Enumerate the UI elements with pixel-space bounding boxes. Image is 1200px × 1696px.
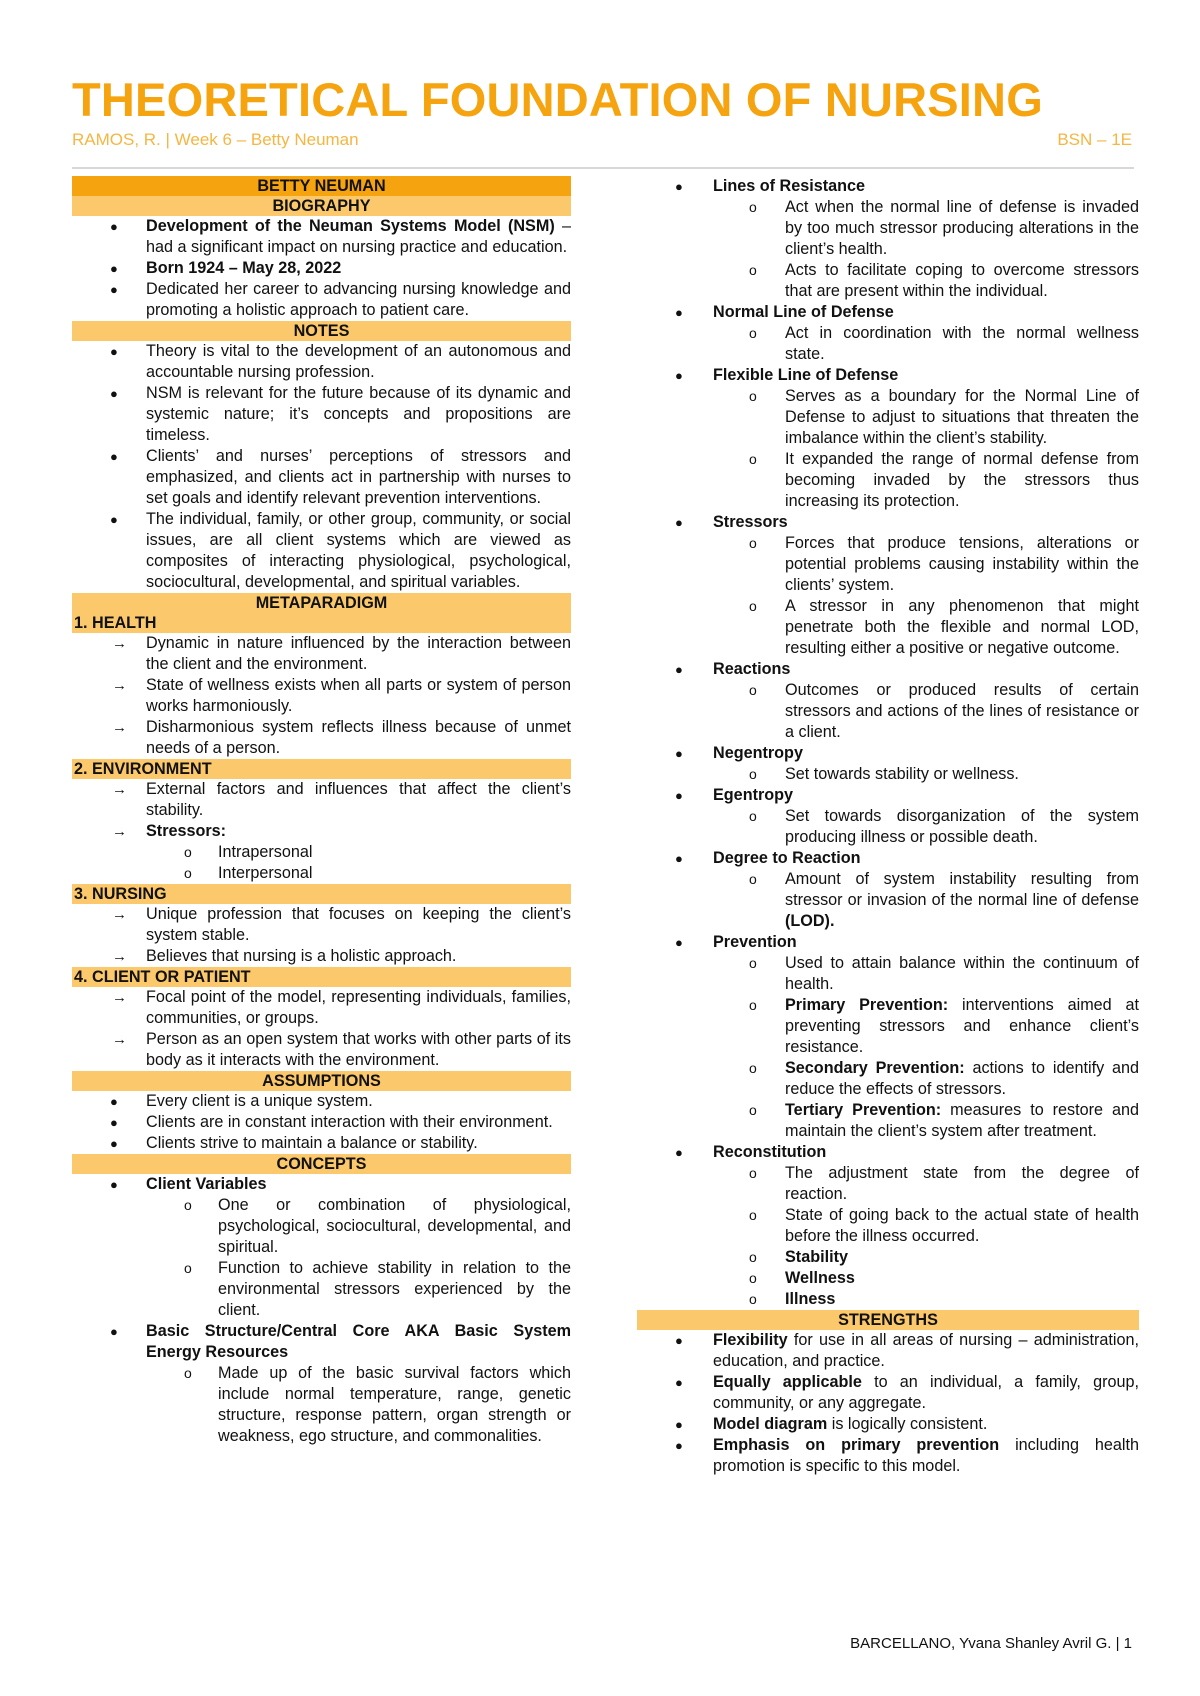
- bullet-icon: ●: [110, 449, 118, 464]
- list-item: o Stability: [749, 1248, 848, 1266]
- list-item: → Dynamic in nature influenced by the interaction between the client and the environment.: [112, 634, 571, 673]
- list-item: o Interpersonal: [184, 864, 313, 882]
- bullet-icon: ●: [675, 1375, 683, 1390]
- list-item: → Disharmonious system reflects illness because of unmet needs of a person.: [112, 718, 571, 757]
- page-footer: BARCELLANO, Yvana Shanley Avril G. | 1: [850, 1635, 1132, 1652]
- list-item: ● Prevention: [675, 933, 797, 951]
- circle-bullet-icon: o: [749, 766, 757, 782]
- list-item: o Function to achieve stability in relation to the environmental stressors experienced by the client.: [184, 1259, 571, 1319]
- bullet-icon: ●: [675, 1417, 683, 1432]
- list-item: → Believes that nursing is a holistic approach.: [112, 947, 457, 965]
- list-item: o Act in coordination with the normal wellness state.: [749, 324, 1139, 363]
- arrow-icon: →: [112, 906, 127, 923]
- list-item: → Unique profession that focuses on keeping the client’s system stable.: [112, 905, 571, 944]
- circle-bullet-icon: o: [749, 388, 757, 404]
- list-item: ● Theory is vital to the development of an autonomous and accountable nursing profession.: [110, 342, 571, 381]
- list-item: o Act when the normal line of defense is invaded by too much stressor producing alterations in the client’s health.: [749, 198, 1139, 258]
- list-item: ● Clients’ and nurses’ perceptions of stressors and emphasized, and clients act in partnership with nurses to set goals and identify relevant prevention interventions.: [110, 447, 571, 507]
- bullet-icon: ●: [110, 386, 118, 401]
- list-item: ● Every client is a unique system.: [110, 1092, 373, 1110]
- arrow-icon: →: [112, 781, 127, 798]
- right-column: [637, 176, 1139, 1477]
- list-item: o Set towards disorganization of the system producing illness or possible death.: [749, 807, 1139, 846]
- bullet-icon: ●: [675, 1438, 683, 1453]
- circle-bullet-icon: o: [749, 955, 757, 971]
- bullet-icon: ●: [110, 282, 118, 297]
- list-item: ● Equally applicable to an individual, a family, group, community, or any aggregate.: [675, 1373, 1139, 1412]
- document-section-code: BSN – 1E: [1057, 130, 1132, 149]
- circle-bullet-icon: o: [749, 1291, 757, 1307]
- arrow-icon: →: [112, 823, 127, 840]
- list-item: ● Negentropy: [675, 744, 803, 762]
- list-item: o Wellness: [749, 1269, 855, 1287]
- heading-strengths: STRENGTHS: [637, 1310, 1139, 1330]
- circle-bullet-icon: o: [749, 1165, 757, 1181]
- circle-bullet-icon: o: [184, 844, 192, 860]
- arrow-icon: →: [112, 989, 127, 1006]
- list-item: ● Flexibility for use in all areas of nursing – administration, education, and practice.: [675, 1331, 1139, 1370]
- bullet-icon: ●: [675, 662, 683, 677]
- circle-bullet-icon: o: [749, 1270, 757, 1286]
- bullet-icon: ●: [675, 788, 683, 803]
- list-item: o It expanded the range of normal defense from becoming invaded by the stressors thus increasing its protection.: [749, 450, 1139, 510]
- list-item: o Intrapersonal: [184, 843, 313, 861]
- arrow-icon: →: [112, 719, 127, 736]
- circle-bullet-icon: o: [749, 325, 757, 341]
- list-item: ● Client Variables: [110, 1175, 267, 1193]
- list-item: ● Egentropy: [675, 786, 794, 804]
- list-item: ● Born 1924 – May 28, 2022: [110, 259, 342, 277]
- heading-betty-neuman: BETTY NEUMAN: [72, 176, 571, 196]
- list-item: o One or combination of physiological, psychological, sociocultural, developmental, and spiritual.: [184, 1196, 571, 1256]
- heading-biography: BIOGRAPHY: [72, 196, 571, 216]
- bullet-icon: ●: [110, 219, 118, 234]
- circle-bullet-icon: o: [749, 1102, 757, 1118]
- circle-bullet-icon: o: [749, 808, 757, 824]
- list-item: ● Degree to Reaction: [675, 849, 861, 867]
- circle-bullet-icon: o: [749, 535, 757, 551]
- bullet-icon: ●: [110, 512, 118, 527]
- list-item: ● Clients strive to maintain a balance or stability.: [110, 1134, 478, 1152]
- bullet-icon: ●: [675, 746, 683, 761]
- bullet-icon: ●: [675, 1145, 683, 1160]
- bullet-icon: ●: [110, 344, 118, 359]
- circle-bullet-icon: o: [749, 682, 757, 698]
- circle-bullet-icon: o: [749, 199, 757, 215]
- heading-concepts: CONCEPTS: [72, 1154, 571, 1174]
- list-item: → Focal point of the model, representing individuals, families, communities, or groups.: [112, 988, 571, 1027]
- section-nursing: 3. NURSING: [72, 884, 571, 904]
- left-column: [72, 176, 571, 1447]
- list-item: o Forces that produce tensions, alterations or potential problems causing instability within the clients’ system.: [749, 534, 1139, 594]
- circle-bullet-icon: o: [749, 997, 757, 1013]
- list-item: ● Model diagram is logically consistent.: [675, 1415, 988, 1433]
- bullet-icon: ●: [110, 1115, 118, 1130]
- list-item: o Made up of the basic survival factors which include normal temperature, range, genetic structure, response pattern, organ strength or weakness, ego structure, and commonalities.: [184, 1364, 571, 1445]
- heading-notes: NOTES: [72, 321, 571, 341]
- bullet-icon: ●: [110, 1094, 118, 1109]
- circle-bullet-icon: o: [749, 598, 757, 614]
- list-item: → External factors and influences that affect the client’s stability.: [112, 780, 571, 819]
- list-item: o Acts to facilitate coping to overcome stressors that are present within the individual.: [749, 261, 1139, 300]
- list-item: o Outcomes or produced results of certain stressors and actions of the lines of resistance or a client.: [749, 681, 1139, 741]
- circle-bullet-icon: o: [749, 1249, 757, 1265]
- bullet-icon: ●: [675, 368, 683, 383]
- section-environment: 2. ENVIRONMENT: [72, 759, 571, 779]
- list-item: o Set towards stability or wellness.: [749, 765, 1019, 783]
- bullet-icon: ●: [110, 1136, 118, 1151]
- list-item: ● Emphasis on primary prevention including health promotion is specific to this model.: [675, 1436, 1140, 1475]
- arrow-icon: →: [112, 1031, 127, 1048]
- bullet-icon: ●: [675, 305, 683, 320]
- header-divider: [72, 167, 1134, 169]
- list-item: → Stressors:: [112, 822, 227, 840]
- list-item: o Primary Prevention: interventions aimed at preventing stressors and enhance client’s resistance.: [749, 996, 1139, 1056]
- bullet-icon: ●: [110, 1324, 118, 1339]
- list-item: o Tertiary Prevention: measures to restore and maintain the client’s system after treatment.: [749, 1101, 1140, 1140]
- circle-bullet-icon: o: [749, 262, 757, 278]
- circle-bullet-icon: o: [749, 1207, 757, 1223]
- list-item: ● Basic Structure/Central Core AKA Basic System Energy Resources: [110, 1322, 571, 1361]
- list-item: ● Lines of Resistance: [675, 177, 866, 195]
- document-title: THEORETICAL FOUNDATION OF NURSING: [72, 73, 1043, 126]
- bullet-icon: ●: [110, 261, 118, 276]
- list-item: o A stressor in any phenomenon that might penetrate both the flexible and normal LOD, resulting either a positive or negative outcome.: [749, 597, 1139, 657]
- circle-bullet-icon: o: [184, 1260, 192, 1276]
- bullet-icon: ●: [675, 515, 683, 530]
- arrow-icon: →: [112, 948, 127, 965]
- bullet-icon: ●: [675, 179, 683, 194]
- list-item: o The adjustment state from the degree of reaction.: [749, 1164, 1139, 1203]
- heading-assumptions: ASSUMPTIONS: [72, 1071, 571, 1091]
- document-subtitle: RAMOS, R. | Week 6 – Betty Neuman: [72, 130, 359, 149]
- section-health: 1. HEALTH: [72, 613, 571, 633]
- list-item: o Used to attain balance within the continuum of health.: [749, 954, 1139, 993]
- section-client: 4. CLIENT OR PATIENT: [72, 967, 571, 987]
- circle-bullet-icon: o: [749, 1060, 757, 1076]
- bullet-icon: ●: [675, 1333, 683, 1348]
- list-item: o State of going back to the actual state of health before the illness occurred.: [749, 1206, 1139, 1245]
- arrow-icon: →: [112, 635, 127, 652]
- circle-bullet-icon: o: [184, 1365, 192, 1381]
- list-item: → Person as an open system that works with other parts of its body as it interacts with the environment.: [112, 1030, 571, 1069]
- list-item: ● Normal Line of Defense: [675, 303, 894, 321]
- list-item: o Amount of system instability resulting from stressor or invasion of the normal line of defense (LOD).: [749, 870, 1139, 930]
- arrow-icon: →: [112, 677, 127, 694]
- circle-bullet-icon: o: [184, 1197, 192, 1213]
- list-item: ● NSM is relevant for the future because of its dynamic and systemic nature; it’s concepts and propositions are timeless.: [110, 384, 571, 444]
- list-item: ● The individual, family, or other group, community, or social issues, are all client systems which are viewed as composites of interacting physiological, psychological, sociocultural, developmental, and spiritual variables.: [110, 510, 571, 591]
- list-item: ● Flexible Line of Defense: [675, 366, 899, 384]
- circle-bullet-icon: o: [749, 871, 757, 887]
- list-item: ● Dedicated her career to advancing nursing knowledge and promoting a holistic approach to patient care.: [110, 280, 571, 319]
- list-item: ● Reconstitution: [675, 1143, 827, 1161]
- list-item: ● Development of the Neuman Systems Model (NSM) – had a significant impact on nursing practice and education.: [110, 217, 571, 256]
- bullet-icon: ●: [675, 935, 683, 950]
- list-item: ● Reactions: [675, 660, 791, 678]
- bullet-icon: ●: [675, 851, 683, 866]
- list-item: o Secondary Prevention: actions to identify and reduce the effects of stressors.: [749, 1059, 1139, 1098]
- circle-bullet-icon: o: [749, 451, 757, 467]
- list-item: o Serves as a boundary for the Normal Line of Defense to adjust to situations that threaten the imbalance within the client’s stability.: [749, 387, 1139, 447]
- bullet-icon: ●: [110, 1177, 118, 1192]
- heading-metaparadigm: METAPARADIGM: [72, 593, 571, 613]
- list-item: → State of wellness exists when all parts or system of person works harmoniously.: [112, 676, 571, 715]
- list-item: ● Stressors: [675, 513, 788, 531]
- list-item: ● Clients are in constant interaction with their environment.: [110, 1113, 553, 1131]
- circle-bullet-icon: o: [184, 865, 192, 881]
- list-item: o Illness: [749, 1290, 836, 1308]
